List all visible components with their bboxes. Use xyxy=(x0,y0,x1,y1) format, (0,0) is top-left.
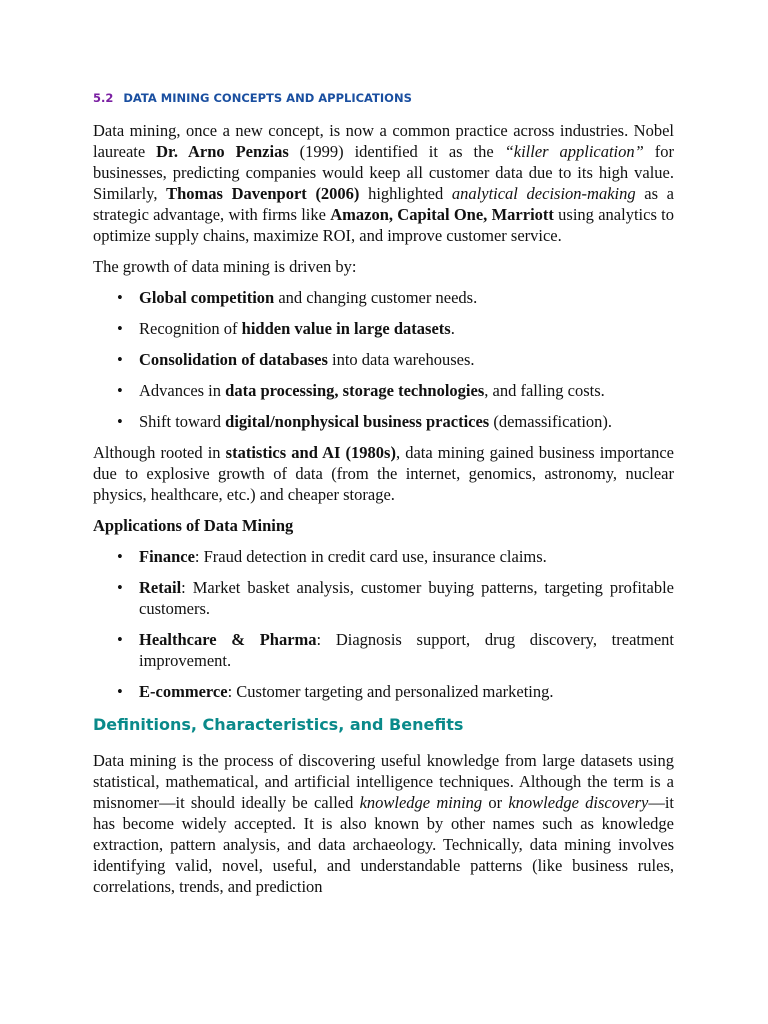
item-text: Shift toward xyxy=(139,412,226,431)
item-text: : Fraud detection in credit card use, insurance claims. xyxy=(194,547,547,566)
item-text: Recognition of xyxy=(139,319,242,338)
item-text: and changing customer needs. xyxy=(274,288,478,307)
roots-text-2: , data mining gained business importance due to explosive growth of data (from the internet, genomics, astronomy, nuclear physics, healthcare, etc.) and cheaper storage. xyxy=(93,443,675,504)
intro-paragraph xyxy=(93,120,674,246)
roots-paragraph xyxy=(93,442,674,505)
item-text: : Diagnosis support, drug discovery, treatment improvement. xyxy=(139,630,674,670)
item-bold: Retail xyxy=(139,578,182,597)
def-italic-knowledge-discovery: knowledge discovery xyxy=(508,793,649,812)
list-item xyxy=(139,411,674,432)
item-text: (demassification). xyxy=(489,412,613,431)
definitions-heading: Definitions, Characteristics, and Benefits xyxy=(93,715,464,734)
item-text: . xyxy=(450,319,455,338)
document-page xyxy=(93,88,674,907)
section-heading xyxy=(93,88,674,108)
list-item xyxy=(139,681,674,702)
roots-text-1: Although rooted in xyxy=(93,443,226,462)
intro-italic-decision-making: analytical decision-making xyxy=(451,184,636,203)
item-text: : Market basket analysis, customer buying patterns, targeting profitable customers. xyxy=(139,578,674,618)
item-text: , and falling costs. xyxy=(484,381,605,400)
list-item xyxy=(139,546,674,567)
intro-italic-killer-app: “killer application” xyxy=(504,142,644,161)
item-bold: data processing, storage technologies xyxy=(225,381,485,400)
intro-text-2: (1999) identified it as the xyxy=(288,142,505,161)
intro-bold-penzias: Dr. Arno Penzias xyxy=(156,142,289,161)
list-item xyxy=(139,318,674,339)
applications-list xyxy=(93,546,674,702)
item-bold: E-commerce xyxy=(139,682,228,701)
intro-text-5: as a strategic advantage, with firms like xyxy=(93,184,674,224)
intro-bold-firms: Amazon, Capital One, Marriott xyxy=(330,205,554,224)
def-text-3: —it has become widely accepted. It is also known by other names such as knowledge extraction, pattern analysis, and data archaeology. Technically, data mining involves identifying valid, novel, useful, and understandable patterns (like business rules, correlations, trends, and prediction xyxy=(93,793,675,896)
item-bold: digital/nonphysical business practices xyxy=(225,412,490,431)
item-text: into data warehouses. xyxy=(327,350,475,369)
section-number: 5.2 xyxy=(93,91,114,105)
list-item xyxy=(139,577,674,619)
item-text: Advances in xyxy=(139,381,226,400)
list-item xyxy=(139,629,674,671)
intro-text-1: Data mining, once a new concept, is now a common practice across industries. Nobel laureate xyxy=(93,121,674,161)
growth-lead: The growth of data mining is driven by: xyxy=(93,257,357,276)
list-item xyxy=(139,287,674,308)
item-bold: Healthcare & Pharma xyxy=(139,630,317,649)
intro-text-6: using analytics to optimize supply chains, maximize ROI, and improve customer service. xyxy=(93,205,674,245)
item-bold: hidden value in large datasets xyxy=(241,319,451,338)
intro-bold-davenport: Thomas Davenport (2006) xyxy=(166,184,360,203)
intro-text-4: highlighted xyxy=(359,184,452,203)
intro-text-3: for businesses, predicting companies would keep all customer data due to its high value. Similarly, xyxy=(93,142,674,203)
item-bold: Consolidation of databases xyxy=(139,350,328,369)
applications-heading: Applications of Data Mining xyxy=(93,516,294,535)
def-text-1: Data mining is the process of discovering useful knowledge from large datasets using statistical, mathematical, and artificial intelligence techniques. Although the term is a misnomer—it should ideally be called xyxy=(93,751,674,812)
item-bold: Global competition xyxy=(139,288,275,307)
list-item xyxy=(139,380,674,401)
def-text-2: or xyxy=(482,793,509,812)
section-title: DATA MINING CONCEPTS AND APPLICATIONS xyxy=(123,91,412,105)
roots-bold: statistics and AI (1980s) xyxy=(225,443,396,462)
item-text: : Customer targeting and personalized marketing. xyxy=(227,682,554,701)
growth-list xyxy=(93,287,674,432)
list-item xyxy=(139,349,674,370)
item-bold: Finance xyxy=(139,547,195,566)
definitions-paragraph xyxy=(93,750,674,897)
def-italic-knowledge-mining: knowledge mining xyxy=(359,793,483,812)
